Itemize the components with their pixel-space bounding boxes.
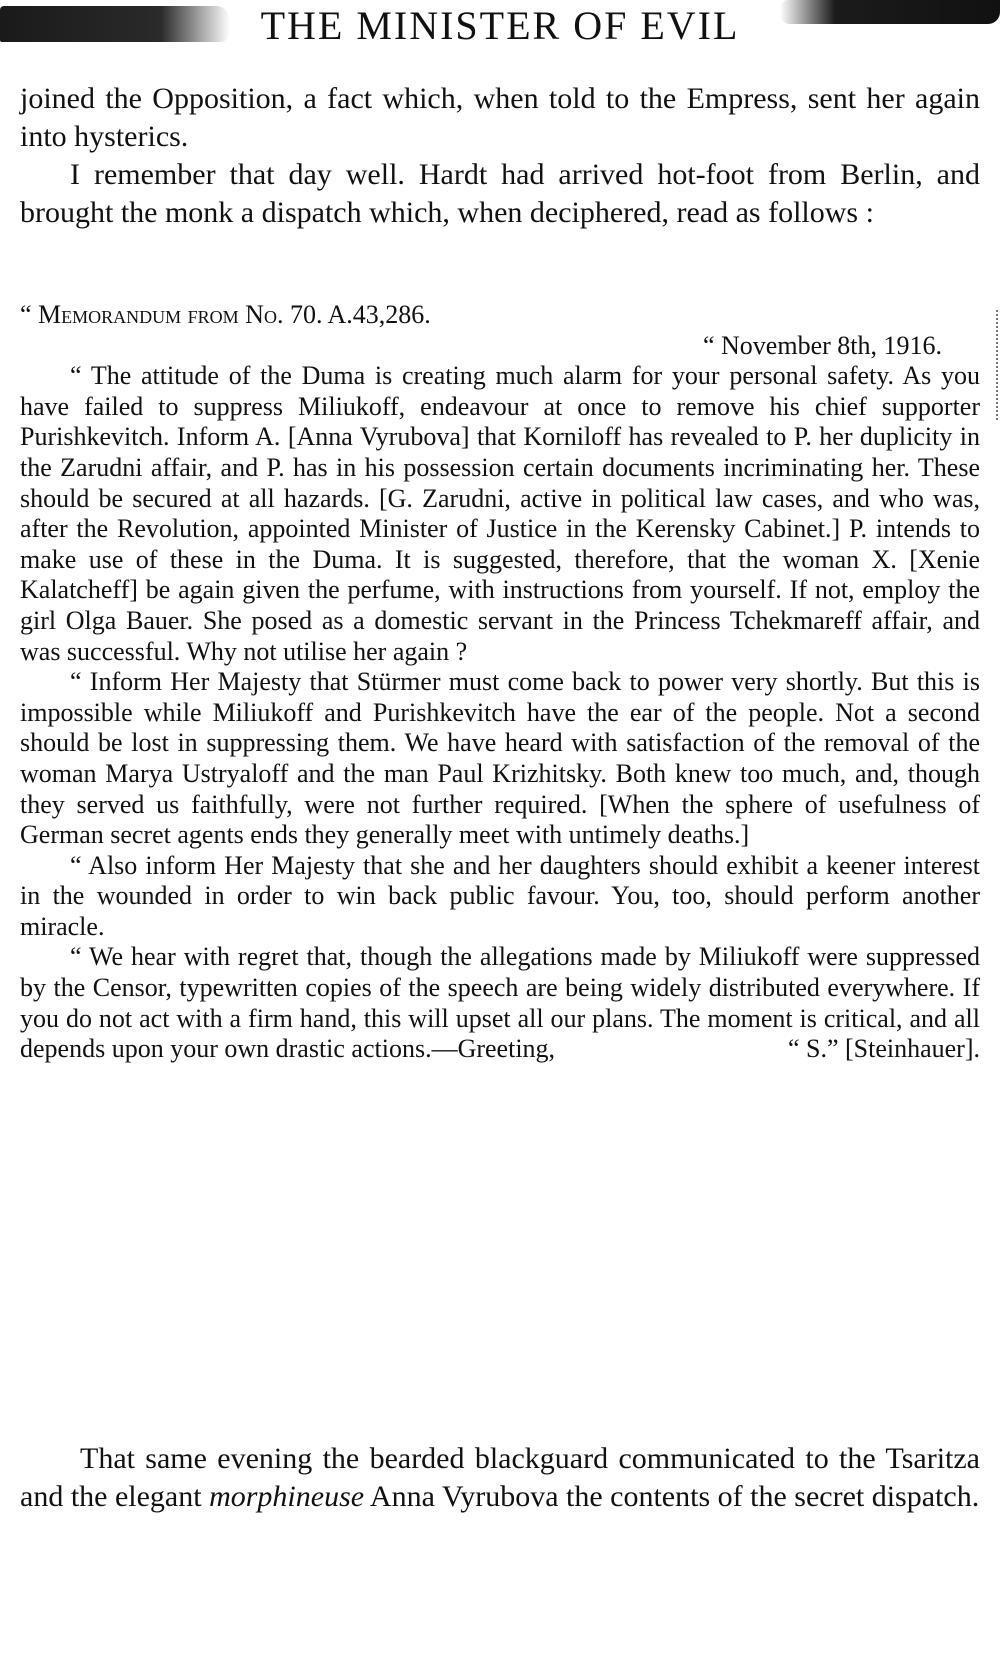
margin-edge-marks xyxy=(990,310,998,420)
memo-paragraph-2: “ Inform Her Majesty that Stürmer must come back to power very shortly. But this is impossible while Miliukoff and Purishkevitch have the ear of the people. Not a second should be lost in suppressing them. We have heard with satisfaction of the removal of the woman Marya Ustryaloff and the man Paul Krizhitsky. Both knew too much, and, though they served us faithfully, were not further required. [When the sphere of usefulness of German secret agents ends they generally meet with untimely deaths.] xyxy=(20,667,980,850)
running-head: THE MINISTER OF EVIL xyxy=(260,3,740,48)
closing-before: That same evening the bearded blackguard communicated to the Tsaritza and the elegant xyxy=(20,1442,980,1513)
closing-italic: morphineuse xyxy=(209,1480,365,1513)
closing-paragraph xyxy=(20,1440,980,1516)
memo-heading: “ Memorandum from No. 70. A.43,286. xyxy=(20,300,431,329)
intro-text xyxy=(20,80,980,232)
memo-paragraph-4 xyxy=(20,942,980,1064)
memorandum xyxy=(20,300,980,1065)
memo-paragraph-1: “ The attitude of the Duma is creating much alarm for your personal safety. As you have failed to suppress Miliukoff, endeavour at once to remove his chief supporter Purishkevitch. Inform A. [Anna Vyrubova] that Korniloff has revealed to P. her duplicity in the Zarudni affair, and P. has in his possession certain documents incriminating her. These should be secured at all hazards. [G. Zarudni, active in political law cases, and who was, after the Revolution, appointed Minister of Justice in the Kerensky Cabinet.] P. intends to make use of these in the Duma. It is suggested, therefore, that the woman X. [Xenie Kalatcheff] be again given the perfume, with instructions from yourself. If not, employ the girl Olga Bauer. She posed as a domestic servant in the Princess Tchekmareff affair, and was successful. Why not utilise her again ? xyxy=(20,361,980,666)
memo-date: “ November 8th, 1916. xyxy=(702,330,942,360)
memo-paragraph-4-text: “ We hear with regret that, though the allegations made by Miliukoff were suppressed by the Censor, typewritten copies of the speech are being widely distributed everywhere. If you do not act with a firm hand, this will upset all our plans. The moment is critical, and all depends upon your own drastic actions.—Greeting, xyxy=(20,942,980,1064)
closing-after: Anna Vyrubova the contents of the secret dispatch. xyxy=(364,1480,980,1513)
memo-signature: “ S.” [Steinhauer]. xyxy=(787,1034,980,1064)
intro-paragraph-2: I remember that day well. Hardt had arrived hot-foot from Berlin, and brought the monk a dispatch which, when deciphered, read as follows : xyxy=(20,158,980,229)
intro-paragraph-1: joined the Opposition, a fact which, when told to the Empress, sent her again into hysterics. xyxy=(20,82,980,153)
memo-paragraph-3: “ Also inform Her Majesty that she and her daughters should exhibit a keener interest in the wounded in order to win back public favour. You, too, should perform another miracle. xyxy=(20,850,980,941)
closing-text xyxy=(20,1440,980,1516)
